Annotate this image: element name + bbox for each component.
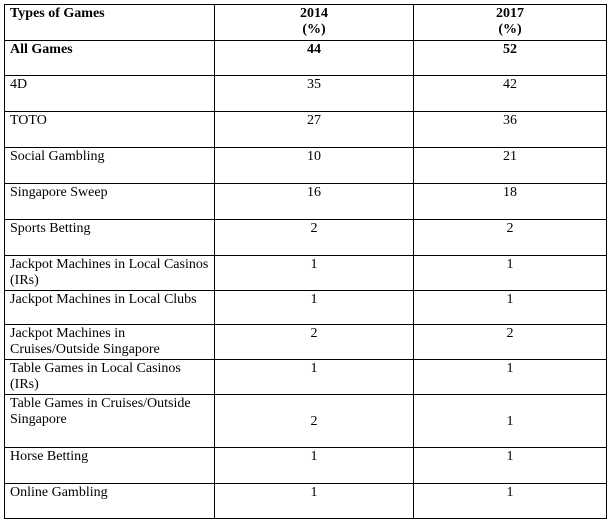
header-2017-year: 2017 (496, 6, 524, 21)
value-2017: 2 (414, 220, 607, 256)
table-row (5, 360, 607, 395)
value-2017: 18 (414, 184, 607, 220)
header-2014-unit: (%) (302, 22, 326, 37)
header-2017-unit: (%) (498, 22, 522, 37)
header-2014-year: 2014 (300, 6, 328, 21)
value-2017: 42 (414, 76, 607, 112)
value-2017: 2 (414, 325, 607, 360)
value-2014: 10 (215, 148, 414, 184)
value-2014: 2 (215, 325, 414, 360)
value-2017: 1 (414, 256, 607, 291)
value-2014: 44 (215, 41, 414, 76)
value-2014: 35 (215, 76, 414, 112)
value-2014: 1 (215, 291, 414, 325)
value-2017: 1 (414, 448, 607, 484)
table-row (5, 184, 607, 220)
value-2017: 52 (414, 41, 607, 76)
table-row (5, 256, 607, 291)
row-label: Jackpot Machines in Local Clubs (5, 291, 215, 325)
table-row (5, 148, 607, 184)
row-label: Online Gambling (5, 484, 215, 519)
value-2014: 1 (215, 256, 414, 291)
value-2017: 1 (414, 291, 607, 325)
table-row (5, 220, 607, 256)
table-row (5, 395, 607, 448)
row-label: Social Gambling (5, 148, 215, 184)
row-label: Singapore Sweep (5, 184, 215, 220)
row-label: Sports Betting (5, 220, 215, 256)
value-2014: 1 (215, 484, 414, 519)
row-label: 4D (5, 76, 215, 112)
table-row (5, 291, 607, 325)
table-row (5, 484, 607, 519)
value-2014: 1 (215, 360, 414, 395)
value-2014: 2 (215, 220, 414, 256)
value-2017: 21 (414, 148, 607, 184)
row-label: Horse Betting (5, 448, 215, 484)
table-row (5, 325, 607, 360)
row-label: Table Games in Cruises/Outside Singapore (5, 395, 215, 448)
table-row (5, 41, 607, 76)
header-2014 (215, 5, 414, 41)
value-2014: 2 (215, 395, 414, 448)
value-2017: 36 (414, 112, 607, 148)
row-label: Jackpot Machines in Cruises/Outside Singapore (5, 325, 215, 360)
value-2017: 1 (414, 395, 607, 448)
header-types-of-games: Types of Games (5, 5, 215, 41)
row-label: All Games (5, 41, 215, 76)
row-label: Table Games in Local Casinos (IRs) (5, 360, 215, 395)
header-2017 (414, 5, 607, 41)
row-label: TOTO (5, 112, 215, 148)
table-row (5, 76, 607, 112)
header-row (5, 5, 607, 41)
games-table-wrapper (4, 4, 607, 519)
value-2017: 1 (414, 360, 607, 395)
games-participation-table (4, 4, 607, 519)
table-row (5, 448, 607, 484)
value-2017: 1 (414, 484, 607, 519)
value-2014: 27 (215, 112, 414, 148)
value-2014: 16 (215, 184, 414, 220)
row-label: Jackpot Machines in Local Casinos (IRs) (5, 256, 215, 291)
value-2014: 1 (215, 448, 414, 484)
table-row (5, 112, 607, 148)
